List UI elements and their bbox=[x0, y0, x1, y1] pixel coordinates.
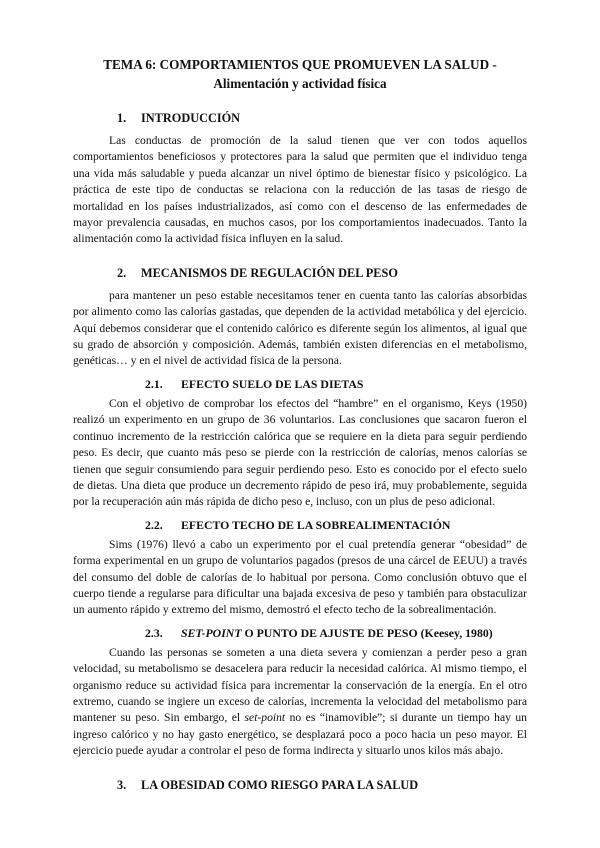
paragraph-text: para mantener un peso estable necesitamos tener en cuenta tanto las calorías absorbidas por alimento como las calorías gastadas, que dependen de la actividad metabólica y del ejercicio. Aquí debemos considerar que el contenido calórico es diferente según los alimentos, al igual que su grado de absorción y composición. Además, también existen diferencias en el metabolismo, genéticas… y en el nivel de actividad física de la persona. bbox=[73, 288, 527, 368]
section-number: 2. bbox=[117, 265, 127, 280]
paragraph-text: Las conductas de promoción de la salud tienen que ver con todos aquellos comportamientos beneficiosos y protectores para la salud que permiten que el individuo tenga una vida más saludable y pueda alcanzar un nivel óptimo de bienestar físico y psicológico. La práctica de este tipo de conductas se relaciona con la reducción de las tasas de riesgo de mortalidad en los países industrializados, así como con el descenso de las enfermedades de mayor prevalencia causadas, en muchos casos, por los comportamientos inadecuados. Tanto la alimentación como la actividad física influyen en la salud. bbox=[73, 134, 527, 246]
paragraph-text-a: Cuando las personas se someten a una dieta severa y comienzan a perder peso a gran velocidad, su metabolismo se desacelera para reducir la necesidad calórica. Al mismo tiempo, el organismo reduce su actividad física para incrementar la conservación de la energía. En el otro extremo, cuando se ingiere un exceso de calorías, incrementa la velocidad del metabolismo para mantener su peso. Sin embargo, el bbox=[73, 645, 527, 725]
subsection-title: EFECTO TECHO DE LA SOBREALIMENTACIÓN bbox=[181, 517, 451, 532]
section-title: LA OBESIDAD COMO RIESGO PARA LA SALUD bbox=[141, 777, 419, 792]
subsection-number: 2.3. bbox=[145, 625, 163, 640]
paragraph-text-b: no es “inamovible”; si durante un tiempo hay un ingreso calórico y no hay gasto energético, se desplazará poco a poco hacia un peso mayor. El ejercicio puede ayudar a controlar el peso de forma indirecta y situarlo unos kilos más abajo. bbox=[73, 711, 527, 758]
subsection-paragraph-2-1 bbox=[73, 396, 527, 511]
section-heading-1 bbox=[73, 111, 527, 126]
paragraph-text: Con el objetivo de comprobar los efectos del “hambre” en el organismo, Keys (1950) realizó un experimento en un grupo de 36 voluntarios. Las conclusiones que sacaron fueron el continuo incremento de la restricción calórica que se requiere en la dieta para seguir perdiendo peso. Es decir, que cuanto más peso se pierde con la restricción de calorías, menos calorías se tienen que seguir consumiendo para seguir perdiendo peso. Esto es conocido por el efecto suelo de dietas. Una dieta que produce un decremento rápido de peso irá, muy probablemente, seguida por la recuperación aún más rápida de dicho peso e, incluso, con un plus de peso adicional. bbox=[73, 396, 527, 509]
subsection-title bbox=[181, 626, 493, 641]
subsection-title: EFECTO SUELO DE LAS DIETAS bbox=[181, 376, 364, 391]
section-heading-2 bbox=[73, 266, 527, 281]
title-line-2: Alimentación y actividad física bbox=[213, 76, 387, 91]
section-paragraph-1 bbox=[73, 133, 527, 248]
title-line-1: TEMA 6: COMPORTAMIENTOS QUE PROMUEVEN LA SALUD - bbox=[103, 57, 497, 72]
section-number: 3. bbox=[117, 777, 127, 792]
subsection-heading-2-3 bbox=[73, 626, 527, 641]
document-title bbox=[73, 55, 527, 93]
section-paragraph-2 bbox=[73, 288, 527, 370]
subsection-paragraph-2-3 bbox=[73, 645, 527, 760]
subsection-number: 2.1. bbox=[145, 376, 163, 391]
subsection-heading-2-1 bbox=[73, 377, 527, 392]
subsection-number: 2.2. bbox=[145, 517, 163, 532]
subsection-title-rest: O PUNTO DE AJUSTE DE PESO (Keesey, 1980) bbox=[241, 625, 493, 640]
section-heading-3 bbox=[73, 778, 527, 793]
section-number: 1. bbox=[117, 111, 127, 125]
section-title: MECANISMOS DE REGULACIÓN DEL PESO bbox=[141, 265, 398, 280]
section-title: INTRODUCCIÓN bbox=[141, 111, 241, 125]
set-point-italic: SET-POINT bbox=[181, 625, 242, 640]
paragraph-text: Sims (1976) llevó a cabo un experimento por el cual pretendía generar “obesidad” de forma experimental en un grupo de voluntarios pagados (presos de una cárcel de EEUU) a través del consumo del doble de calorías de lo habitual por persona. Como conclusión obtuvo que el cuerpo tiende a regularse para dificultar una bajada excesiva de peso y también para obstaculizar un aumento rápido y extremo del mismo, demostró el efecto techo de la sobrealimentación. bbox=[73, 537, 527, 617]
subsection-heading-2-2 bbox=[73, 518, 527, 533]
paragraph-italic-term: set-point bbox=[244, 711, 286, 725]
subsection-paragraph-2-2 bbox=[73, 537, 527, 619]
